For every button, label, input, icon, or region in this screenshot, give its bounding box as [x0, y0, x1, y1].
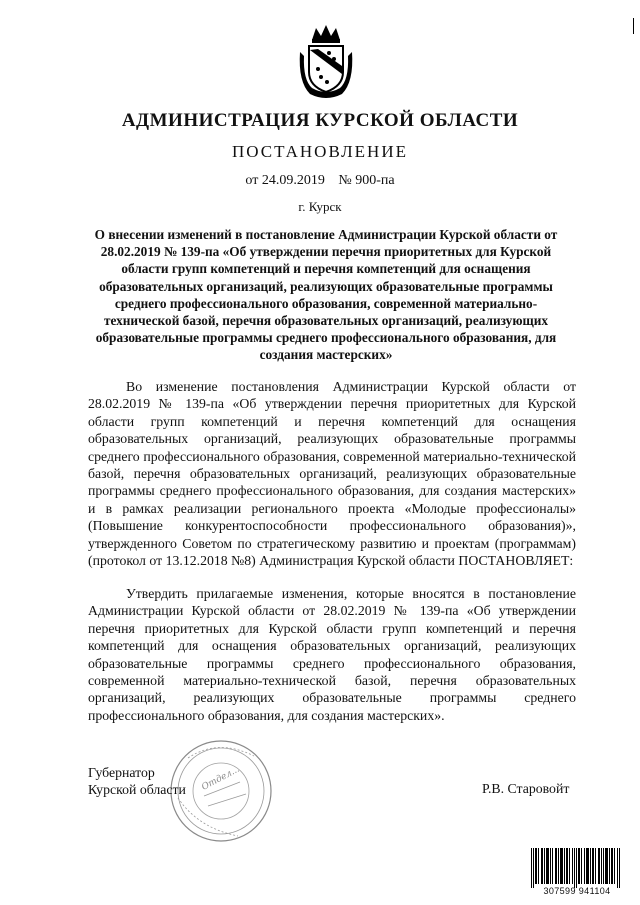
- signatory-name: Р.В. Старовойт: [482, 781, 570, 796]
- document-date: от 24.09.2019: [245, 173, 325, 188]
- crop-mark: [633, 18, 634, 34]
- barcode-number: 307599 941104: [543, 886, 611, 896]
- signatory-position-line-1: Губернатор: [88, 765, 155, 780]
- document-number: № 900-па: [338, 173, 395, 188]
- document-subject: О внесении изменений в постановление Администрации Курской области от 28.02.2019 № 139-па «Об утверждении перечня приоритетных для Курской области групп компетенций и перечня компетенций для оснащения образовательных организаций, реализующих образовательные программы среднего профессионального образования, современной материально-технической базой, перечня образовательных организаций, реализующих образовательные программы среднего профессионального образования, для создания мастерских»: [94, 227, 558, 363]
- document-city: г. Курск: [298, 199, 342, 214]
- paragraph-text: Во изменение постановления Администрации Курской области от 28.02.2019 № 139-па «Об утверждении перечня приоритетных для Курской области групп компетенций и перечня компетенций для оснащения образовательных организаций, реализующих образовательные программы среднего профессионального образования, современной материально-технической базой, перечня образовательных организаций, реализующих образовательные программы среднего профессионального образования, для создания мастерских» и в рамках реализации регионального проекта «Молодые профессионалы» (Повышение конкурентоспособности профессионального образования)», утвержденного Советом по стратегическому развитию и проектам (программам) (протокол от 13.12.2018 №8) Администрация Курской области ПОСТАНОВЛЯЕТ:: [88, 379, 576, 569]
- barcode-icon: [531, 848, 621, 888]
- signatory-position-line-2: Курской области: [88, 782, 186, 798]
- document-type: ПОСТАНОВЛЕНИЕ: [231, 142, 408, 161]
- body-paragraph-1: [88, 378, 576, 569]
- organization-title: АДМИНИСТРАЦИЯ КУРСКОЙ ОБЛАСТИ: [121, 110, 519, 131]
- stamp-text: Отдел...: [200, 764, 242, 793]
- body-paragraph-2: [88, 585, 576, 724]
- signatory-position: [88, 764, 186, 799]
- document-date-line: [0, 173, 640, 189]
- coat-of-arms-icon: [296, 22, 356, 102]
- paragraph-text: Утвердить прилагаемые изменения, которые вносятся в постановление Администрации Курской области от 28.02.2019 № 139-па «Об утверждении перечня приоритетных для Курской области групп компетенций и перечня компетенций для оснащения образовательных организаций, реализующих образовательные программы среднего профессионального образования, современной материально-технической базой, перечня образовательных организаций, реализующих образовательные программы среднего профессионального образования, для создания мастерских».: [88, 586, 576, 723]
